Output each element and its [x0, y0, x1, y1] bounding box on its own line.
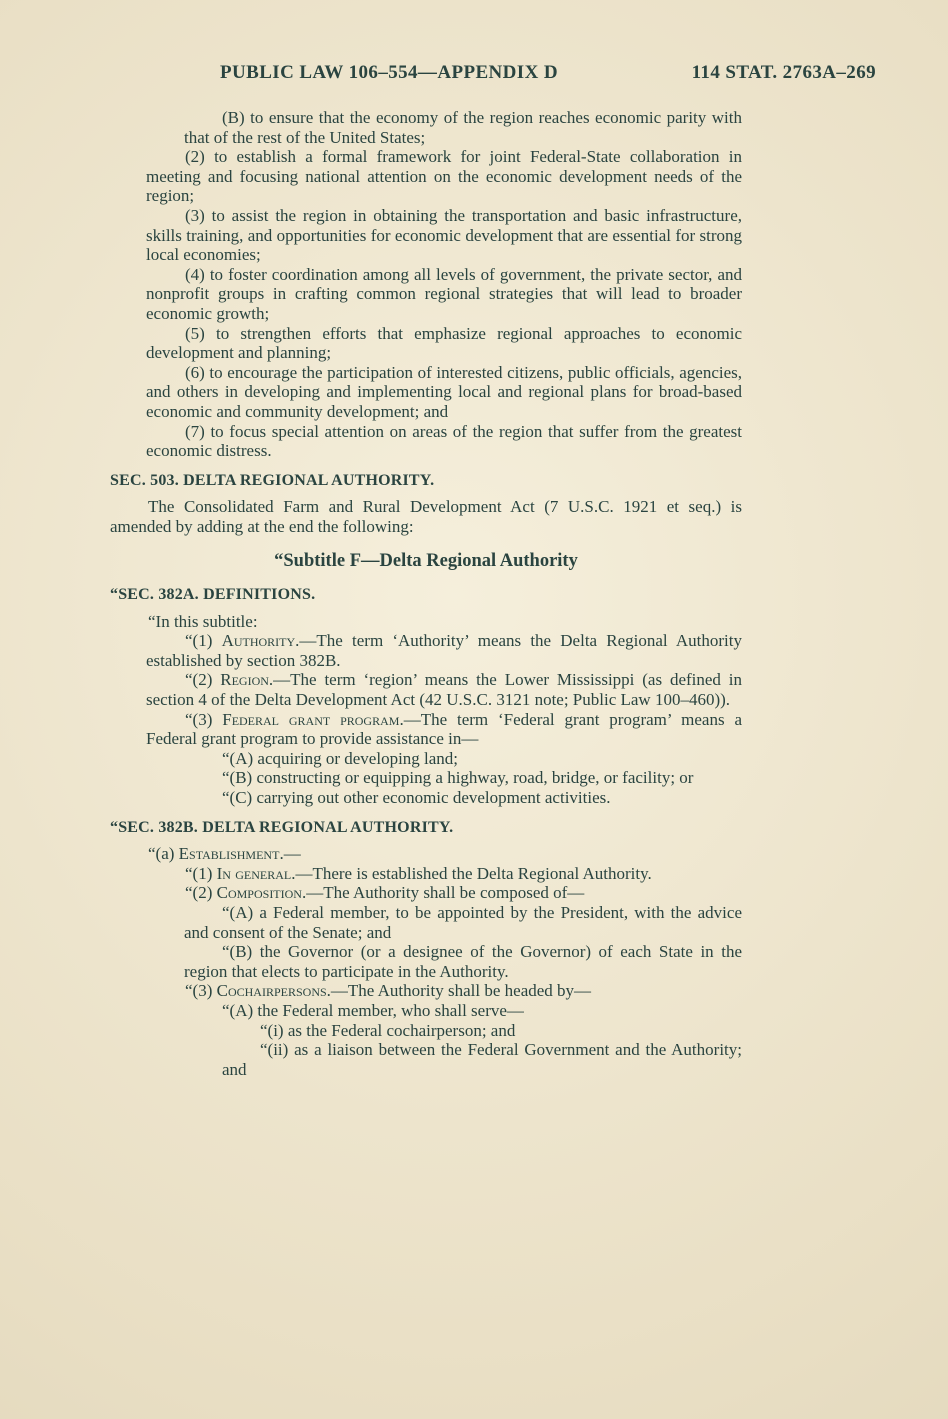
text-run: (5) to strengthen efforts that emphasize regional approaches to economic development and planning; [146, 323, 742, 363]
text-run: “(a) [148, 844, 179, 864]
text-run: “Subtitle F—Delta Regional Authority [274, 551, 578, 572]
small-caps-text: Cochairpersons [216, 981, 327, 1001]
text-run: (4) to foster coordination among all levels of government, the private sector, and nonprofit groups in crafting common regional strategies that will lead to broader economic growth; [146, 264, 742, 323]
paragraph [184, 768, 742, 788]
small-caps-text: Region [220, 670, 269, 690]
text-run: (B) to ensure that the economy of the region reaches economic parity with that of the rest of the United States; [184, 108, 742, 147]
paragraph [146, 265, 742, 324]
text-run: “(3) [185, 981, 217, 1001]
text-run: (2) to establish a formal framework for joint Federal-State collaboration in meeting and focusing national attention on the economic development needs of the region; [146, 147, 742, 206]
paragraph [110, 844, 742, 864]
text-run: .—The term ‘region’ means the Lower Mississippi (as defined in section 4 of the Delta Development Act (42 U.S.C. 3121 note; Public Law 100–460)). [146, 670, 742, 710]
paragraph [146, 363, 742, 422]
paragraph [146, 422, 742, 461]
paragraph [146, 710, 742, 749]
paragraph [146, 864, 742, 884]
paragraph [146, 206, 742, 265]
small-caps-text: In general [216, 863, 292, 883]
text-run: “(3) [185, 709, 223, 729]
paragraph [184, 788, 742, 808]
text-run: .—The term ‘Federal grant program’ means a Federal grant program to provide assistance in— [146, 709, 742, 749]
text-run: “(1) [185, 863, 217, 883]
text-run: “(2) [185, 883, 217, 903]
subtitle-heading [110, 552, 742, 572]
paragraph [184, 942, 742, 981]
text-run: “(B) the Governor (or a designee of the Governor) of each State in the region that elects to participate in the Authority. [184, 942, 742, 981]
paragraph [184, 903, 742, 942]
paragraph [222, 1021, 742, 1041]
text-run: “(1) [185, 631, 222, 651]
text-run: .—The Authority shall be headed by— [326, 981, 592, 1001]
header-law-number: PUBLIC LAW 106–554—APPENDIX D [220, 62, 558, 83]
text-run: “(A) the Federal member, who shall serve— [222, 1000, 524, 1020]
paragraph [146, 883, 742, 903]
section-heading [110, 471, 742, 491]
paragraph [184, 1001, 742, 1021]
text-run: .—There is established the Delta Regional Authority. [291, 863, 652, 883]
small-caps-text: Federal grant program [222, 709, 400, 729]
paragraph [146, 670, 742, 709]
text-run: “In this subtitle: [148, 611, 258, 631]
text-run: “(B) constructing or equipping a highway, road, bridge, or facility; or [222, 768, 694, 788]
text-run: “(A) acquiring or developing land; [222, 748, 459, 768]
text-run: (3) to assist the region in obtaining the transportation and basic infrastructure, skills training, and opportunities for economic development that are essential for strong local economies; [146, 205, 742, 265]
text-run: .—The Authority shall be composed of— [301, 883, 585, 903]
small-caps-text: Composition [216, 883, 302, 903]
paragraph [146, 147, 742, 206]
text-run: “SEC. 382A. DEFINITIONS. [110, 586, 316, 604]
paragraph [110, 497, 742, 536]
small-caps-text: Establishment [178, 844, 280, 864]
text-run: “(C) carrying out other economic development activities. [222, 788, 611, 807]
text-run: “(A) a Federal member, to be appointed by the President, with the advice and consent of the Senate; and [184, 902, 742, 942]
text-run: (6) to encourage the participation of interested citizens, public officials, agencies, and others in developing and implementing local and regional plans for broad-based economic and community development; and [146, 362, 742, 421]
paragraph [146, 981, 742, 1001]
paragraph [184, 749, 742, 769]
small-caps-text: Authority [221, 631, 296, 651]
text-run: “(i) as the Federal cochairperson; and [260, 1020, 516, 1040]
text-run: .—The term ‘Authority’ means the Delta Regional Authority established by section 382B. [146, 631, 743, 670]
paragraph [110, 612, 742, 632]
document-body [110, 108, 742, 1079]
text-run: “SEC. 382B. DELTA REGIONAL AUTHORITY. [110, 818, 454, 836]
section-heading [110, 818, 742, 838]
text-run: (7) to focus special attention on areas of the region that suffer from the greatest economic distress. [146, 421, 742, 461]
paragraph [222, 1040, 742, 1079]
text-run: .— [279, 844, 301, 864]
paragraph [146, 324, 742, 363]
text-run: SEC. 503. DELTA REGIONAL AUTHORITY. [110, 471, 435, 489]
header-stat-number: 114 STAT. 2763A–269 [691, 62, 876, 83]
text-run: “(2) [185, 670, 221, 690]
text-run: “(ii) as a liaison between the Federal Government and the Authority; and [222, 1040, 742, 1079]
text-run: The Consolidated Farm and Rural Development Act (7 U.S.C. 1921 et seq.) is amended by adding at the end the following: [110, 497, 742, 536]
paragraph [146, 631, 742, 670]
paragraph [184, 108, 742, 147]
running-header [110, 62, 876, 84]
section-heading [110, 585, 742, 605]
